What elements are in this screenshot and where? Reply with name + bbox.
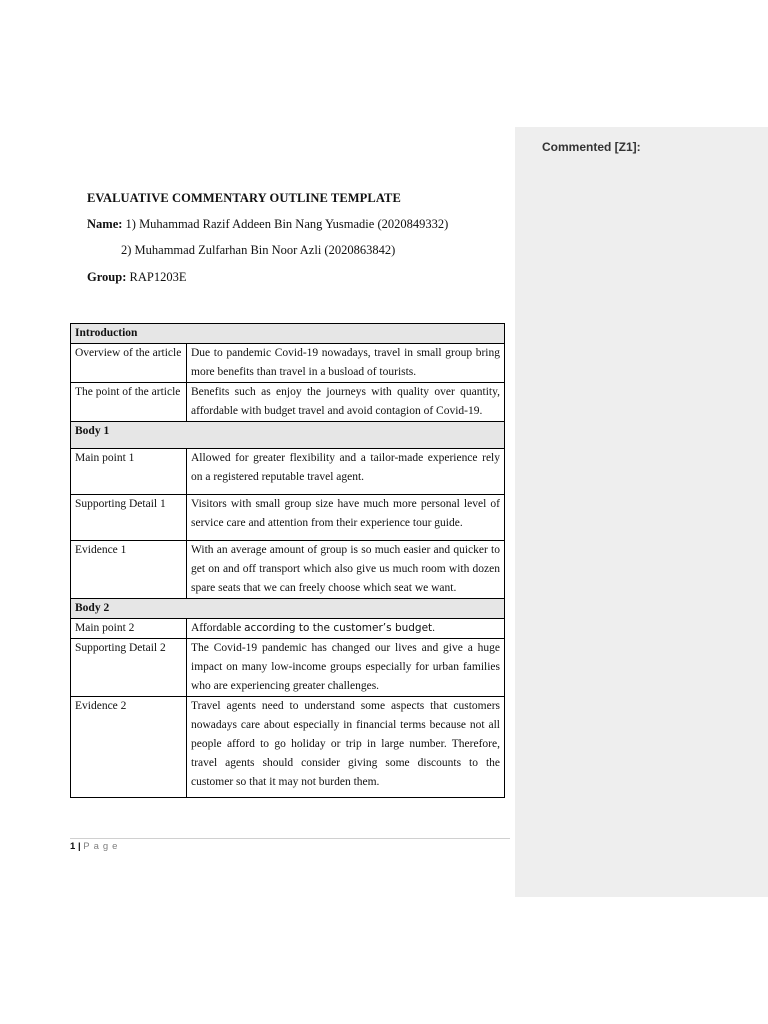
group-line (87, 270, 186, 285)
section-heading-row (71, 324, 505, 344)
row-text: Due to pandemic Covid-19 nowadays, travel in small group bring more benefits than travel in a busload of tourists. (187, 344, 505, 383)
table-row (71, 619, 505, 639)
section-heading-body-1: Body 1 (71, 422, 505, 449)
footer-divider (70, 838, 510, 839)
table-row (71, 541, 505, 599)
row-label: Supporting Detail 2 (71, 639, 187, 697)
table-row (71, 344, 505, 383)
row-text: The Covid-19 pandemic has changed our lives and give a huge impact on many low-income groups especially for urban families who are experiencing greater challenges. (187, 639, 505, 697)
row-label: Main point 1 (71, 449, 187, 495)
row-text-part: according to the customer’s budget (244, 622, 433, 634)
comment-title[interactable]: Commented [Z1]: (542, 140, 641, 154)
name-label: Name: (87, 217, 123, 231)
row-text: Allowed for greater flexibility and a tailor-made experience rely on a registered reputable travel agent. (187, 449, 505, 495)
row-label: Supporting Detail 1 (71, 495, 187, 541)
section-heading-row (71, 599, 505, 619)
row-text: With an average amount of group is so much easier and quicker to get on and off transport which also give us much room with dozen spare seats that we can freely choose which seat we want. (187, 541, 505, 599)
row-label: Overview of the article (71, 344, 187, 383)
section-heading-introduction: Introduction (71, 324, 505, 344)
group-value: RAP1203E (129, 270, 187, 284)
document-title: EVALUATIVE COMMENTARY OUTLINE TEMPLATE (87, 191, 401, 205)
row-label: The point of the article (71, 383, 187, 422)
page-separator: | (77, 841, 81, 852)
row-text: Travel agents need to understand some aspects that customers nowadays care about especially in financial terms because not all people afford to go holiday or trip in large number. Therefore, travel agents should consider giving some discounts to the customer so that it may not burden them. (187, 697, 505, 798)
row-text: Visitors with small group size have much more personal level of service care and attention from their experience tour guide. (187, 495, 505, 541)
row-text-part: Affordable (191, 622, 245, 634)
row-label: Evidence 1 (71, 541, 187, 599)
row-label: Evidence 2 (71, 697, 187, 798)
name-line (87, 217, 448, 232)
row-text-part: . (432, 622, 436, 634)
row-label: Main point 2 (71, 619, 187, 639)
row-text (187, 619, 505, 639)
table-row (71, 383, 505, 422)
member-1: 1) Muhammad Razif Addeen Bin Nang Yusmadie (2020849332) (125, 217, 449, 231)
table-row (71, 639, 505, 697)
member-2: 2) Muhammad Zulfarhan Bin Noor Azli (2020863842) (121, 243, 396, 257)
outline-table (70, 323, 505, 798)
table-row (71, 697, 505, 798)
group-label: Group: (87, 270, 127, 284)
page-word: Page (83, 841, 122, 852)
table-row (71, 495, 505, 541)
row-text: Benefits such as enjoy the journeys with quality over quantity, affordable with budget travel and avoid contagion of Covid-19. (187, 383, 505, 422)
page-footer (70, 841, 121, 852)
page-number: 1 (70, 841, 76, 852)
comment-pane (515, 127, 768, 897)
section-heading-body-2: Body 2 (71, 599, 505, 619)
table-row (71, 449, 505, 495)
section-heading-row (71, 422, 505, 449)
